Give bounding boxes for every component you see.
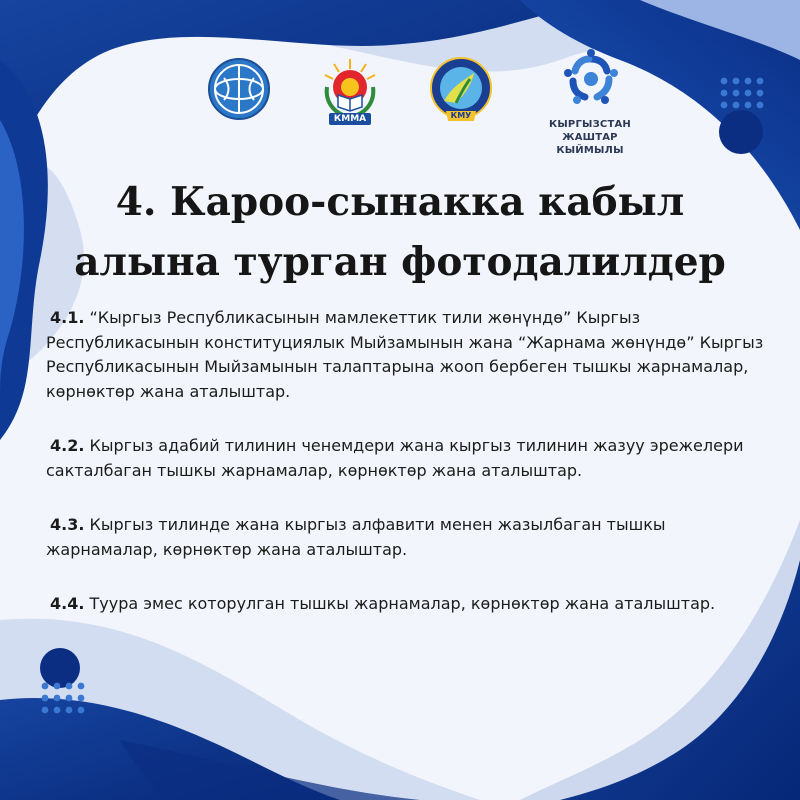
kmu-label: КМУ (450, 111, 472, 120)
list-item-4-1 (46, 306, 766, 404)
circle-bottom-left (40, 648, 80, 688)
item-text: Туура эмес которулган тышкы жарнамалар, көрнөктөр жана аталыштар. (84, 594, 716, 613)
list-item-4-2 (46, 434, 766, 483)
list-item-4-4 (46, 592, 766, 617)
item-text: “Кыргыз Республикасынын мамлекеттик тили жөнүндө” Кыргыз Республикасынын конституциялык Мыйзамынын жана “Жарнама жөнүндө” Кыргыз Республикасынын Мыйзамынын талаптарына жооп бербеген тышкы жарнамалар, көрнөктөр жана аталыштар. (46, 308, 764, 401)
globe-emblem-logo (208, 58, 270, 120)
org-name-line1: КЫРГЫЗСТАН ЖАШТАР (549, 119, 631, 143)
item-number: 4.3. (50, 515, 85, 534)
criteria-list (46, 306, 766, 647)
globe-icon (208, 58, 270, 120)
page-title (0, 172, 800, 292)
kmma-label: КММА (333, 114, 367, 124)
kmma-emblem-logo (319, 57, 381, 127)
kmu-emblem-logo (430, 57, 492, 127)
item-number: 4.1. (50, 308, 85, 327)
title-line1: 4. Кароо-сынакка кабыл (115, 179, 685, 225)
list-item-4-3 (46, 513, 766, 562)
org-name (520, 118, 660, 157)
youth-movement-logo (563, 49, 619, 109)
item-text: Кыргыз адабий тилинин ченемдери жана кыргыз тилинин жазуу эрежелери сакталбаган тышкы жарнамалар, көрнөктөр жана аталыштар. (46, 436, 744, 480)
org-name-line2: КЫЙМЫЛЫ (556, 145, 624, 156)
item-number: 4.4. (50, 594, 85, 613)
item-text: Кыргыз тилинде жана кыргыз алфавити менен жазылбаган тышкы жарнамалар, көрнөктөр жана аталыштар. (46, 515, 666, 559)
people-circle-icon (563, 49, 619, 109)
item-number: 4.2. (50, 436, 85, 455)
title-line2: алына турган фотодалилдер (74, 239, 726, 285)
